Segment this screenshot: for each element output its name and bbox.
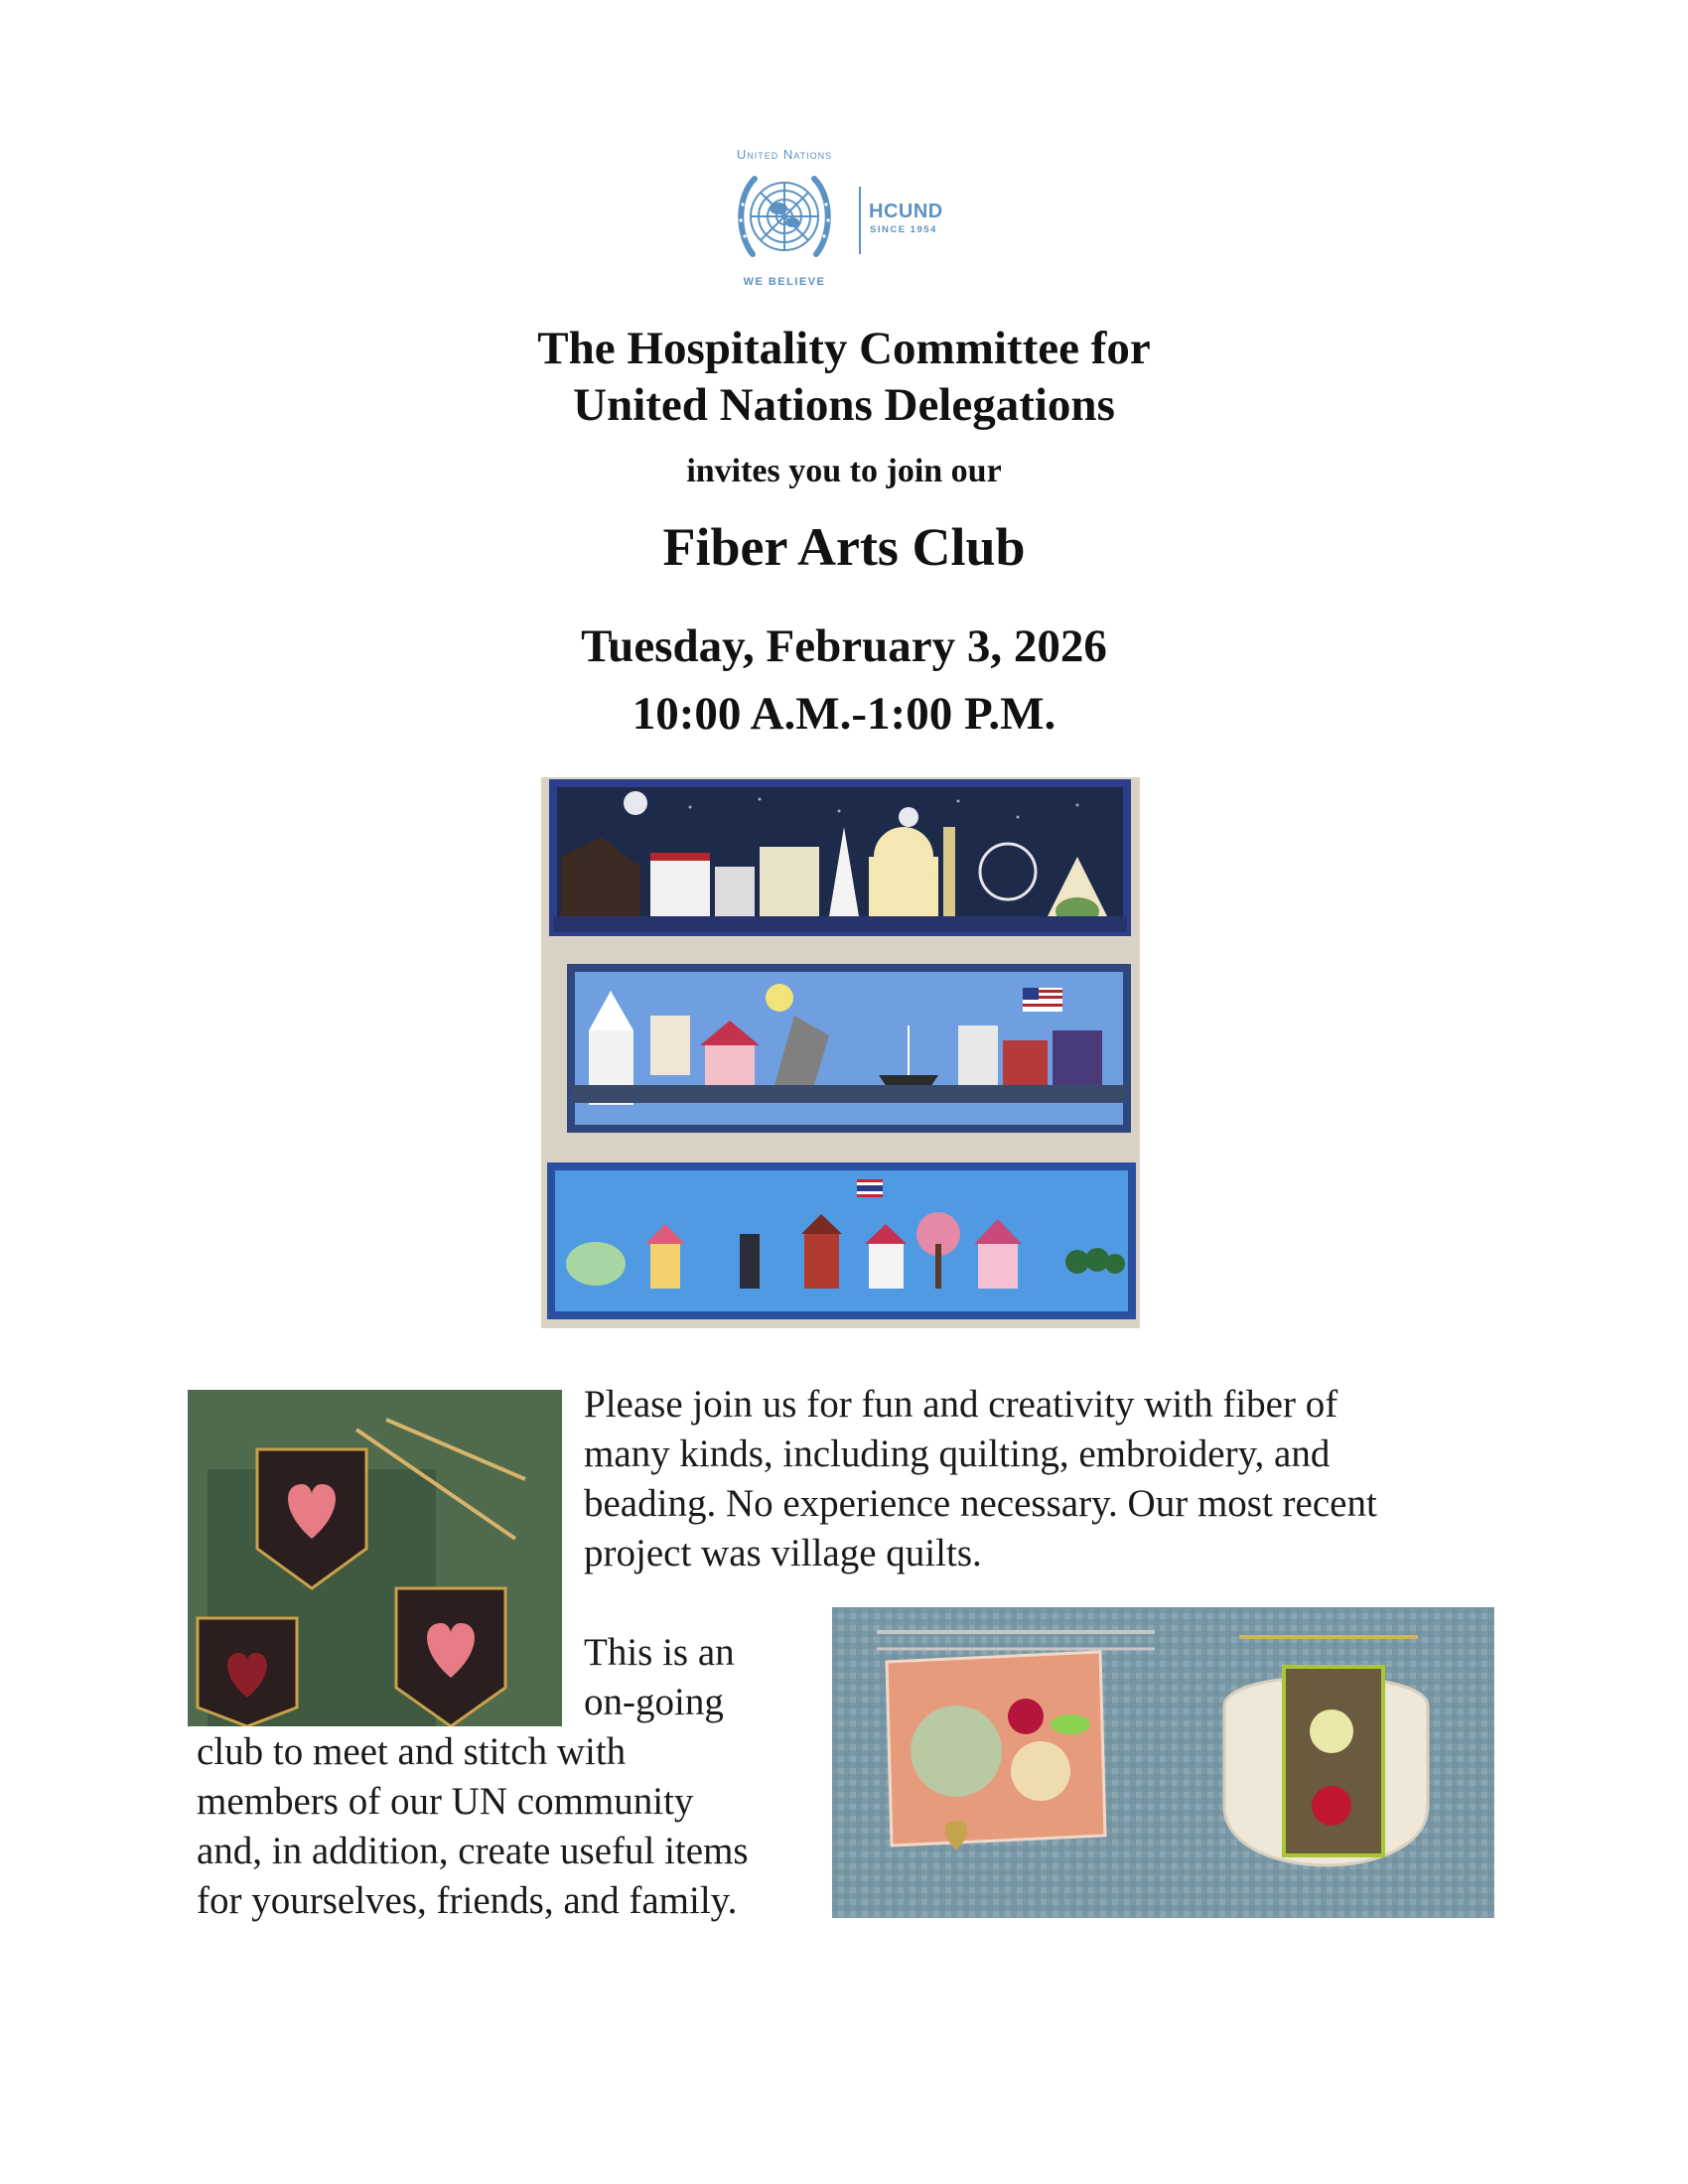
logo-abbreviation: HCUND bbox=[869, 201, 943, 222]
logo-divider bbox=[859, 187, 861, 254]
para1-line-1: Please join us for fun and creativity with fiber of bbox=[584, 1383, 1338, 1426]
para2-line-2: on-going bbox=[584, 1681, 724, 1723]
logo-since: SINCE 1954 bbox=[870, 224, 937, 235]
para2-line-5: and, in addition, create useful items bbox=[197, 1830, 749, 1872]
village-quilts-photo bbox=[541, 777, 1140, 1328]
title-line-2: United Nations Delegations bbox=[573, 379, 1115, 431]
para1-line-2: many kinds, including quilting, embroidery, and bbox=[584, 1433, 1331, 1475]
para2-line-3: club to meet and stitch with bbox=[197, 1730, 627, 1773]
para2-line-6: for yourselves, friends, and family. bbox=[197, 1879, 738, 1922]
description-paragraph-2-bottom bbox=[197, 1727, 832, 1926]
para2-line-4: members of our UN community bbox=[197, 1780, 694, 1823]
title-line-1: The Hospitality Committee for bbox=[537, 323, 1151, 374]
description-paragraph-2-top bbox=[584, 1628, 822, 1727]
description-paragraph-1 bbox=[584, 1380, 1537, 1578]
event-details bbox=[0, 613, 1688, 748]
logo-bottom-text: WE BELIEVE bbox=[743, 276, 826, 288]
para2-line-1: This is an bbox=[584, 1631, 735, 1674]
para1-line-4: project was village quilts. bbox=[584, 1532, 982, 1574]
club-name: Fiber Arts Club bbox=[662, 517, 1026, 577]
invite-text: invites you to join our bbox=[686, 453, 1002, 489]
hcund-logo bbox=[715, 139, 963, 298]
page-title bbox=[0, 321, 1688, 434]
button-pins-photo bbox=[832, 1607, 1494, 1918]
logo-top-text: United Nations bbox=[736, 147, 833, 162]
event-date: Tuesday, February 3, 2026 bbox=[581, 620, 1107, 672]
event-time: 10:00 A.M.-1:00 P.M. bbox=[632, 688, 1056, 740]
para1-line-3: beading. No experience necessary. Our most recent bbox=[584, 1482, 1377, 1525]
heart-pins-photo bbox=[188, 1390, 562, 1726]
un-emblem-icon bbox=[727, 165, 842, 276]
